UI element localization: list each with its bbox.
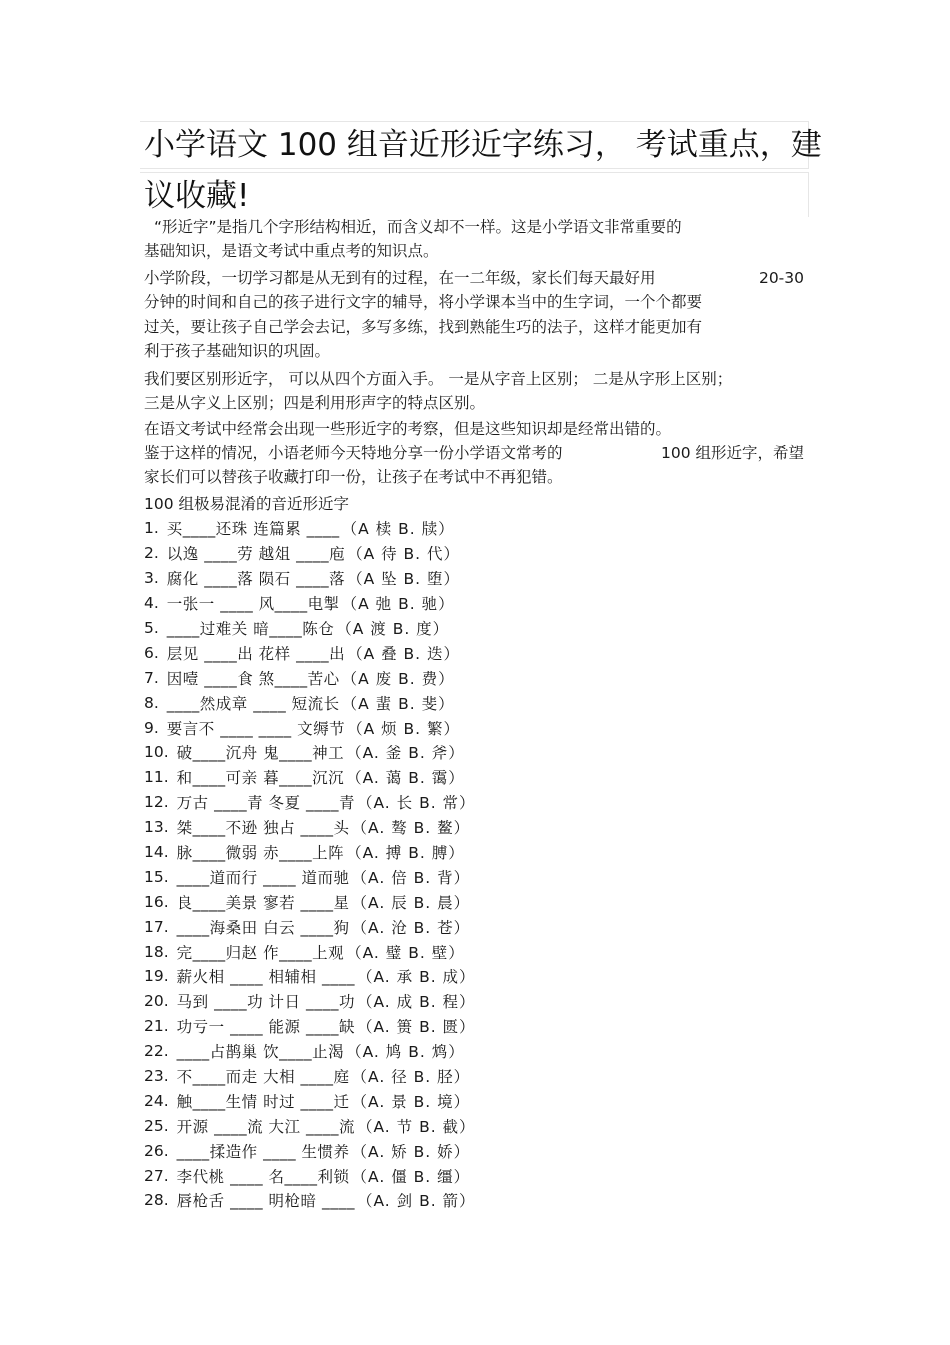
- exercise-question: ____然成章 ____ 短流长: [166, 694, 340, 713]
- exercise-question: ____过难关 暗____陈仓: [166, 620, 335, 638]
- exercise-question: 唇枪舌 ____ 明枪暗 ____: [176, 1192, 355, 1211]
- exercise-number: 13.: [144, 818, 169, 837]
- exercise-item: [144, 964, 476, 989]
- exercise-question: 李代桃 ____ 名____利锁: [176, 1167, 350, 1186]
- exercise-item: [144, 840, 476, 865]
- exercise-number: 8.: [144, 693, 159, 712]
- exercise-question: ____揉造作 ____ 生惯养: [176, 1142, 350, 1161]
- exercise-options: （A. 成 B. 程）: [356, 993, 476, 1012]
- paragraph-line: [144, 441, 804, 465]
- exercise-number: 20.: [144, 992, 169, 1011]
- exercise-item: [144, 1014, 476, 1039]
- exercise-item: [144, 566, 476, 591]
- exercise-question: 桀____不逊 独占 ____头: [176, 819, 350, 838]
- paragraph-line: 三是从字义上区别；四是利用形声字的特点区别。: [144, 394, 486, 413]
- exercise-item: [144, 939, 476, 964]
- exercise-number: 19.: [144, 967, 169, 986]
- exercise-question: 买____还珠 连篇累 ____: [166, 520, 340, 539]
- exercise-number: 26.: [144, 1141, 169, 1160]
- exercise-number: 17.: [144, 917, 169, 936]
- exercise-options: （A. 辰 B. 晨）: [351, 893, 471, 912]
- exercise-options: （A 废 B. 费）: [341, 669, 455, 688]
- title-box-line2: [140, 172, 809, 217]
- exercise-options: （A 坠 B. 堕）: [347, 570, 461, 589]
- exercise-options: （A. 釜 B. 斧）: [346, 744, 465, 763]
- exercise-number: 22.: [144, 1042, 169, 1061]
- exercise-item: [144, 914, 476, 939]
- exercise-options: （A. 倍 B. 背）: [351, 868, 471, 887]
- exercise-item: [144, 591, 476, 616]
- exercise-question: 马到 ____功 计日 ____功: [176, 993, 355, 1012]
- intro-paragraph-3: [144, 367, 804, 416]
- exercise-options: （A 待 B. 代）: [347, 545, 461, 564]
- exercise-options: （A. 沧 B. 苍）: [351, 918, 471, 937]
- exercise-options: （A 渡 B. 度）: [336, 620, 450, 638]
- exercise-options: （A 烦 B. 繁）: [347, 719, 461, 738]
- exercise-number: 4.: [144, 594, 159, 613]
- paragraph-line-tail: 100 组形近字，希望: [660, 444, 804, 462]
- exercise-question: ____道而行 ____ 道而驰: [176, 868, 350, 887]
- paragraph-line: 分钟的时间和自己的孩子进行文字的辅导，将小学课本当中的生字词，一个个都要: [144, 293, 703, 312]
- exercise-question: 脉____微弱 赤____上阵: [176, 844, 345, 863]
- exercise-item: [144, 516, 476, 541]
- exercise-question: 触____生情 时过 ____迁: [176, 1092, 350, 1111]
- exercise-item: [144, 616, 476, 641]
- paragraph-line: 利于孩子基础知识的巩固。: [144, 341, 331, 360]
- exercise-number: 27.: [144, 1166, 169, 1185]
- exercise-item: [144, 1039, 476, 1064]
- exercise-options: （A. 景 B. 境）: [351, 1092, 471, 1111]
- exercise-item: [144, 989, 476, 1014]
- paragraph-line: 家长们可以替孩子收藏打印一份，让孩子在考试中不再犯错。: [144, 468, 563, 487]
- exercise-item: [144, 665, 476, 690]
- exercise-question: 因噎 ____食 煞____苦心: [166, 669, 340, 688]
- exercise-item: [144, 715, 476, 740]
- intro-paragraph-4: [144, 417, 804, 441]
- exercise-options: （A. 矫 B. 娇）: [351, 1142, 471, 1161]
- paragraph-line: “形近字”是指几个字形结构相近，而含义却不一样。这是小学语文非常重要的: [154, 218, 682, 236]
- document-title-line1: 小学语文 100 组音近形近字练习， 考试重点，建: [144, 127, 822, 163]
- exercise-options: （A 蜚 B. 斐）: [341, 694, 455, 713]
- exercise-item: [144, 690, 476, 715]
- exercise-question: 要言不 ____ ____ 文缛节: [166, 719, 346, 738]
- exercise-number: 18.: [144, 942, 169, 961]
- exercise-options: （A. 蔼 B. 霭）: [346, 769, 465, 788]
- exercise-number: 7.: [144, 668, 159, 687]
- exercise-question: 以逸 ____劳 越俎 ____庖: [166, 545, 346, 564]
- exercise-options: （A. 径 B. 胫）: [351, 1068, 471, 1087]
- exercise-number: 10.: [144, 743, 169, 762]
- exercise-question: 完____归赵 作____上观: [176, 943, 345, 962]
- exercise-options: （A. 节 B. 截）: [356, 1117, 476, 1136]
- exercise-question: 开源 ____流 大江 ____流: [176, 1117, 355, 1136]
- exercise-number: 28.: [144, 1191, 169, 1210]
- exercise-options: （A 弛 B. 驰）: [341, 595, 455, 614]
- exercise-options: （A. 篑 B. 匮）: [356, 1018, 476, 1037]
- exercise-question: 薪火相 ____ 相辅相 ____: [176, 968, 355, 987]
- exercise-question: 和____可亲 暮____沉沉: [176, 769, 345, 788]
- exercise-number: 6.: [144, 643, 159, 662]
- exercise-item: [144, 864, 476, 889]
- paragraph-line-text: 鉴于这样的情况，小语老师今天特地分享一份小学语文常考的: [144, 444, 563, 462]
- exercise-question: 一张一 ____ 风____电掣: [166, 595, 340, 614]
- exercise-item: [144, 1188, 476, 1213]
- exercise-question: 腐化 ____落 陨石 ____落: [166, 570, 346, 589]
- exercise-options: （A 椟 B. 牍）: [341, 520, 455, 539]
- paragraph-line-tail: 20-30: [758, 269, 804, 287]
- exercise-question: 良____美景 寥若 ____星: [176, 893, 350, 912]
- exercise-options: （A. 承 B. 成）: [356, 968, 476, 987]
- exercise-item: [144, 1138, 476, 1163]
- exercise-options: （A 叠 B. 迭）: [347, 644, 461, 663]
- exercise-item: [144, 1163, 476, 1188]
- exercise-options: （A. 长 B. 常）: [356, 794, 476, 813]
- exercise-number: 12.: [144, 793, 169, 812]
- exercise-number: 14.: [144, 843, 169, 862]
- list-heading: 100 组极易混淆的音近形近字: [144, 495, 350, 513]
- exercise-number: 21.: [144, 1017, 169, 1036]
- exercise-number: 2.: [144, 544, 159, 563]
- exercise-item: [144, 790, 476, 815]
- exercise-options: （A. 鸠 B. 鸩）: [346, 1043, 465, 1062]
- intro-paragraph-5: [144, 441, 804, 490]
- exercise-list: [144, 516, 476, 1213]
- exercise-item: [144, 640, 476, 665]
- document-title-line2: 议收藏!: [144, 178, 250, 214]
- exercise-number: 15.: [144, 867, 169, 886]
- exercise-number: 16.: [144, 892, 169, 911]
- exercise-item: [144, 765, 476, 790]
- exercise-number: 11.: [144, 768, 169, 787]
- paragraph-line: 过关，要让孩子自己学会去记，多写多练，找到熟能生巧的法子，这样才能更加有: [144, 317, 703, 336]
- paragraph-line: 我们要区别形近字， 可以从四个方面入手。 一是从字音上区别； 二是从字形上区别；: [144, 370, 733, 388]
- exercise-number: 1.: [144, 519, 159, 538]
- intro-paragraph-2: [144, 266, 804, 363]
- exercise-item: [144, 541, 476, 566]
- exercise-question: ____占鹊巢 饮____止渴: [176, 1043, 345, 1062]
- exercise-question: 功亏一 ____ 能源 ____缺: [176, 1018, 355, 1037]
- exercise-options: （A. 璧 B. 壁）: [346, 943, 465, 962]
- exercise-options: （A. 骜 B. 鳌）: [351, 819, 471, 838]
- exercise-options: （A. 剑 B. 箭）: [356, 1192, 476, 1211]
- exercise-item: [144, 740, 476, 765]
- exercise-item: [144, 1088, 476, 1113]
- paragraph-line-text: 小学阶段，一切学习都是从无到有的过程，在一二年级，家长们每天最好用: [144, 269, 656, 287]
- paragraph-line: 在语文考试中经常会出现一些形近字的考察，但是这些知识却是经常出错的。: [144, 420, 672, 438]
- exercise-question: 不____而走 大相 ____庭: [176, 1068, 350, 1087]
- exercise-number: 3.: [144, 569, 159, 588]
- exercise-number: 9.: [144, 718, 159, 737]
- exercise-question: ____海桑田 白云 ____狗: [176, 918, 350, 937]
- exercise-number: 24.: [144, 1091, 169, 1110]
- paragraph-line: 基础知识，是语文考试中重点考的知识点。: [144, 242, 439, 261]
- title-box-line1: [140, 121, 822, 169]
- paragraph-line: [144, 266, 804, 290]
- exercise-question: 万古 ____青 冬夏 ____青: [176, 794, 355, 813]
- exercise-question: 层见 ____出 花样 ____出: [166, 644, 346, 663]
- exercise-item: [144, 1113, 476, 1138]
- intro-paragraph-1: [144, 215, 804, 264]
- exercise-item: [144, 815, 476, 840]
- exercise-options: （A. 僵 B. 缰）: [351, 1167, 471, 1186]
- exercise-item: [144, 889, 476, 914]
- exercise-number: 5.: [144, 619, 159, 637]
- exercise-question: 破____沉舟 鬼____神工: [176, 744, 345, 763]
- exercise-number: 23.: [144, 1067, 169, 1086]
- exercise-options: （A. 搏 B. 膊）: [346, 844, 465, 863]
- exercise-item: [144, 1064, 476, 1089]
- exercise-number: 25.: [144, 1116, 169, 1135]
